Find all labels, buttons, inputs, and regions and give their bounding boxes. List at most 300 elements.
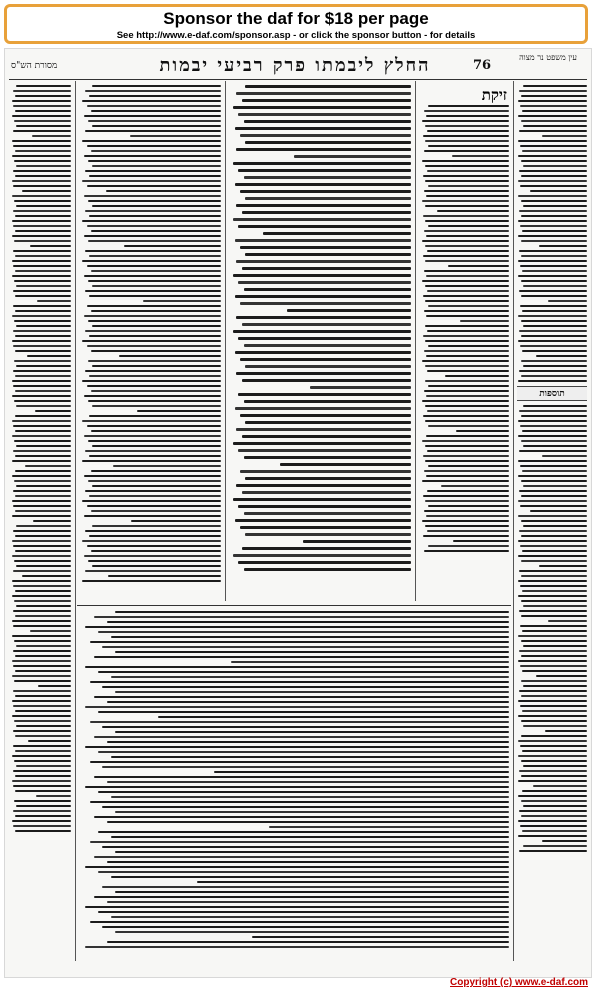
- text-line: [238, 393, 411, 396]
- text-line: [107, 781, 509, 783]
- text-line: [424, 230, 509, 232]
- text-line: [238, 449, 411, 452]
- text-line: [14, 120, 71, 122]
- text-line: [214, 771, 509, 773]
- text-line: [12, 700, 71, 702]
- text-line: [13, 545, 71, 547]
- text-line: [89, 295, 221, 297]
- text-line: [13, 145, 71, 147]
- text-line: [14, 640, 71, 642]
- text-line: [519, 370, 587, 372]
- text-line: [425, 220, 509, 222]
- text-line: [98, 911, 509, 913]
- sponsor-banner[interactable]: [4, 4, 588, 44]
- text-line: [422, 280, 509, 282]
- text-line: [85, 210, 221, 212]
- text-line: [13, 730, 71, 732]
- text-line: [94, 816, 509, 818]
- text-line: [85, 170, 221, 172]
- text-line: [518, 260, 587, 262]
- text-line: [15, 750, 71, 752]
- text-line: [16, 125, 71, 127]
- text-line: [521, 440, 588, 442]
- text-line: [548, 620, 587, 622]
- text-line: [90, 841, 509, 843]
- text-line: [519, 530, 587, 532]
- text-line: [423, 255, 509, 257]
- text-line: [425, 285, 509, 287]
- text-line: [13, 345, 71, 347]
- text-line: [428, 465, 509, 467]
- text-line: [16, 725, 71, 727]
- text-line: [238, 561, 411, 564]
- text-line: [98, 671, 509, 673]
- text-line: [25, 465, 71, 467]
- text-line: [521, 695, 587, 697]
- text-line: [244, 568, 411, 571]
- text-line: [238, 505, 411, 508]
- text-line: [14, 280, 71, 282]
- text-line: [245, 197, 411, 200]
- text-line: [87, 345, 221, 347]
- text-line: [115, 891, 509, 893]
- text-line: [244, 288, 411, 291]
- text-line: [242, 267, 411, 270]
- text-line: [15, 735, 71, 737]
- text-line: [518, 140, 587, 142]
- text-line: [13, 130, 71, 132]
- text-line: [89, 415, 221, 417]
- text-line: [30, 630, 71, 632]
- text-line: [12, 715, 71, 717]
- text-line: [519, 170, 587, 172]
- text-line: [15, 455, 71, 457]
- text-line: [519, 770, 587, 772]
- header-rule: [9, 79, 587, 80]
- text-line: [424, 310, 509, 312]
- text-line: [98, 871, 509, 873]
- text-line: [15, 510, 71, 512]
- text-line: [89, 335, 221, 337]
- text-line: [15, 95, 71, 97]
- text-line: [111, 836, 509, 838]
- text-line: [13, 530, 71, 532]
- text-line: [137, 410, 221, 412]
- text-line: [98, 751, 509, 753]
- text-line: [518, 780, 587, 782]
- text-line: [94, 856, 509, 858]
- text-line: [13, 105, 71, 107]
- text-line: [522, 630, 587, 632]
- text-line: [523, 525, 587, 527]
- text-line: [12, 235, 71, 237]
- text-line: [426, 515, 509, 517]
- text-line: [14, 800, 71, 802]
- text-line: [85, 946, 509, 948]
- text-line: [520, 185, 587, 187]
- text-line: [520, 425, 587, 427]
- text-line: [521, 175, 587, 177]
- text-line: [521, 360, 588, 362]
- text-line: [16, 525, 71, 527]
- text-line: [88, 440, 221, 442]
- text-line: [545, 730, 587, 732]
- text-line: [422, 200, 509, 202]
- text-line: [520, 505, 587, 507]
- text-line: [427, 410, 509, 412]
- text-line: [236, 92, 411, 95]
- text-line: [521, 615, 587, 617]
- text-line: [15, 110, 71, 112]
- text-line: [12, 140, 71, 142]
- text-line: [424, 510, 509, 512]
- text-line: [98, 631, 509, 633]
- text-line: [15, 815, 71, 817]
- text-line: [13, 170, 71, 172]
- text-line: [12, 395, 71, 397]
- text-line: [520, 305, 587, 307]
- text-line: [108, 575, 221, 577]
- text-line: [245, 477, 411, 480]
- text-line: [124, 245, 221, 247]
- text-line: [522, 590, 587, 592]
- text-line: [236, 260, 411, 263]
- text-line: [423, 415, 509, 417]
- text-line: [12, 260, 71, 262]
- text-line: [303, 540, 411, 543]
- text-line: [107, 741, 509, 743]
- text-line: [111, 636, 509, 638]
- text-line: [14, 600, 71, 602]
- text-line: [519, 450, 587, 452]
- text-line: [13, 505, 71, 507]
- text-line: [102, 646, 509, 648]
- text-line: [245, 365, 411, 368]
- text-line: [518, 580, 587, 582]
- text-line: [236, 316, 411, 319]
- text-line: [106, 190, 221, 192]
- text-line: [521, 295, 587, 297]
- text-line: [521, 775, 587, 777]
- text-line: [15, 335, 71, 337]
- text-line: [235, 351, 411, 354]
- text-line: [426, 235, 509, 237]
- text-line: [242, 323, 411, 326]
- text-line: [197, 881, 509, 883]
- text-line: [102, 686, 509, 688]
- text-line: [240, 246, 411, 249]
- text-line: [519, 490, 587, 492]
- text-line: [245, 141, 411, 144]
- text-line: [82, 580, 221, 582]
- text-line: [111, 876, 509, 878]
- text-line: [236, 428, 411, 431]
- text-line: [13, 770, 71, 772]
- text-line: [423, 295, 509, 297]
- text-line: [522, 830, 587, 832]
- text-line: [530, 190, 587, 192]
- text-line: [423, 535, 509, 537]
- text-line: [90, 681, 509, 683]
- text-line: [238, 113, 411, 116]
- text-line: [111, 796, 509, 798]
- text-line: [14, 680, 71, 682]
- text-line: [88, 240, 221, 242]
- text-line: [521, 535, 587, 537]
- text-line: [522, 550, 587, 552]
- text-line: [523, 205, 587, 207]
- text-line: [92, 525, 221, 527]
- text-line: [12, 155, 71, 157]
- text-line: [523, 725, 587, 727]
- text-line: [238, 169, 411, 172]
- text-line: [12, 380, 71, 382]
- text-line: [518, 555, 587, 557]
- text-line: [12, 115, 71, 117]
- text-line: [15, 295, 71, 297]
- text-line: [235, 407, 411, 410]
- text-line: [519, 210, 587, 212]
- text-line: [87, 305, 221, 307]
- text-line: [522, 430, 587, 432]
- text-line: [518, 595, 587, 597]
- text-line: [539, 245, 587, 247]
- text-line: [85, 90, 221, 92]
- text-line: [233, 330, 411, 333]
- text-line: [425, 445, 509, 447]
- text-line: [82, 380, 221, 382]
- text-line: [242, 491, 411, 494]
- text-line: [94, 776, 509, 778]
- text-line: [27, 355, 71, 357]
- text-line: [521, 575, 587, 577]
- gemara-column: [231, 85, 411, 597]
- text-line: [533, 785, 587, 787]
- text-line: [82, 540, 221, 542]
- text-line: [523, 645, 587, 647]
- text-line: [13, 585, 71, 587]
- text-line: [84, 315, 221, 317]
- text-line: [523, 365, 587, 367]
- text-line: [87, 105, 221, 107]
- text-line: [87, 225, 221, 227]
- text-line: [15, 495, 71, 497]
- text-line: [428, 385, 509, 387]
- text-line: [428, 425, 509, 427]
- text-line: [115, 651, 509, 653]
- text-line: [14, 480, 71, 482]
- text-line: [425, 420, 509, 422]
- text-line: [94, 736, 509, 738]
- text-line: [85, 906, 509, 908]
- text-line: [91, 310, 221, 312]
- text-line: [107, 861, 509, 863]
- text-line: [425, 500, 509, 502]
- text-line: [424, 110, 509, 112]
- text-line: [16, 445, 71, 447]
- text-line: [92, 565, 221, 567]
- text-line: [520, 585, 587, 587]
- text-line: [14, 400, 71, 402]
- text-line: [88, 560, 221, 562]
- text-line: [94, 656, 509, 658]
- text-line: [85, 450, 221, 452]
- text-line: [16, 485, 71, 487]
- text-line: [16, 285, 71, 287]
- text-line: [521, 255, 587, 257]
- text-line: [518, 635, 587, 637]
- text-line: [523, 685, 587, 687]
- text-line: [518, 340, 587, 342]
- text-line: [13, 610, 71, 612]
- text-line: [90, 721, 509, 723]
- text-line: [15, 415, 71, 417]
- copyright-link[interactable]: Copyright (c) www.e-daf.com: [450, 977, 588, 988]
- text-line: [521, 560, 588, 562]
- text-line: [85, 666, 509, 668]
- text-line: [12, 780, 71, 782]
- text-line: [91, 230, 221, 232]
- text-line: [13, 330, 71, 332]
- text-line: [427, 370, 509, 372]
- text-line: [92, 405, 221, 407]
- text-line: [13, 705, 71, 707]
- text-line: [424, 470, 509, 472]
- text-line: [425, 325, 509, 327]
- text-line: [15, 655, 71, 657]
- text-line: [518, 435, 587, 437]
- text-line: [12, 660, 71, 662]
- text-line: [310, 386, 411, 389]
- text-line: [236, 204, 411, 207]
- text-line: [425, 260, 509, 262]
- text-line: [13, 425, 71, 427]
- text-line: [88, 280, 221, 282]
- text-line: [460, 320, 509, 322]
- text-line: [244, 400, 411, 403]
- text-line: [428, 345, 509, 347]
- text-line: [523, 285, 587, 287]
- text-line: [518, 155, 587, 157]
- text-line: [530, 510, 587, 512]
- text-line: [12, 435, 71, 437]
- text-line: [88, 400, 221, 402]
- text-line: [456, 430, 509, 432]
- text-line: [423, 135, 509, 137]
- text-line: [519, 290, 587, 292]
- text-line: [428, 545, 509, 547]
- text-line: [92, 85, 221, 87]
- text-line: [91, 550, 221, 552]
- text-line: [102, 806, 509, 808]
- text-line: [22, 575, 71, 577]
- text-line: [518, 540, 587, 542]
- text-line: [263, 232, 411, 235]
- text-line: [427, 250, 509, 252]
- text-line: [240, 414, 411, 417]
- text-line: [15, 255, 71, 257]
- text-line: [15, 150, 71, 152]
- text-line: [91, 270, 221, 272]
- text-line: [521, 415, 587, 417]
- text-line: [82, 100, 221, 102]
- text-line: [521, 320, 588, 322]
- sponsor-subtitle[interactable]: See http://www.e-daf.com/sponsor.asp - or click the sponsor button - for details: [116, 30, 476, 41]
- sponsor-title[interactable]: Sponsor the daf for $18 per page: [163, 9, 429, 28]
- text-line: [15, 310, 71, 312]
- text-line: [425, 365, 509, 367]
- text-line: [427, 130, 509, 132]
- text-line: [519, 410, 587, 412]
- text-line: [519, 690, 587, 692]
- text-line: [14, 160, 71, 162]
- text-line: [521, 375, 587, 377]
- text-line: [84, 235, 221, 237]
- text-line: [519, 130, 587, 132]
- text-line: [522, 710, 587, 712]
- divider: [513, 81, 514, 961]
- text-line: [520, 665, 587, 667]
- text-line: [521, 720, 588, 722]
- text-line: [15, 175, 71, 177]
- text-line: [102, 846, 509, 848]
- text-line: [16, 765, 71, 767]
- text-line: [518, 100, 587, 102]
- text-line: [521, 95, 587, 97]
- text-line: [424, 550, 509, 552]
- text-line: [87, 145, 221, 147]
- text-line: [12, 555, 71, 557]
- text-line: [426, 355, 509, 357]
- text-line: [91, 150, 221, 152]
- text-line: [87, 265, 221, 267]
- text-line: [94, 896, 509, 898]
- text-line: [240, 358, 411, 361]
- text-line: [520, 745, 587, 747]
- text-line: [426, 475, 509, 477]
- text-line: [427, 170, 509, 172]
- text-line: [14, 320, 71, 322]
- text-line: [12, 580, 71, 582]
- text-line: [98, 711, 509, 713]
- text-line: [13, 370, 71, 372]
- text-line: [424, 190, 509, 192]
- text-line: [521, 640, 588, 642]
- text-line: [13, 625, 71, 627]
- text-line: [233, 554, 411, 557]
- text-line: [89, 495, 221, 497]
- text-line: [85, 490, 221, 492]
- text-line: [102, 886, 509, 888]
- text-line: [13, 810, 71, 812]
- text-line: [30, 245, 71, 247]
- text-line: [13, 690, 71, 692]
- divider: [225, 81, 226, 601]
- text-line: [427, 290, 509, 292]
- text-line: [13, 385, 71, 387]
- text-line: [425, 180, 509, 182]
- text-line: [519, 250, 587, 252]
- text-line: [91, 350, 221, 352]
- text-line: [87, 185, 221, 187]
- text-line: [13, 90, 71, 92]
- text-line: [12, 100, 71, 102]
- text-line: [423, 215, 509, 217]
- text-line: [113, 465, 221, 467]
- text-line: [548, 300, 587, 302]
- text-line: [92, 165, 221, 167]
- text-line: [518, 275, 587, 277]
